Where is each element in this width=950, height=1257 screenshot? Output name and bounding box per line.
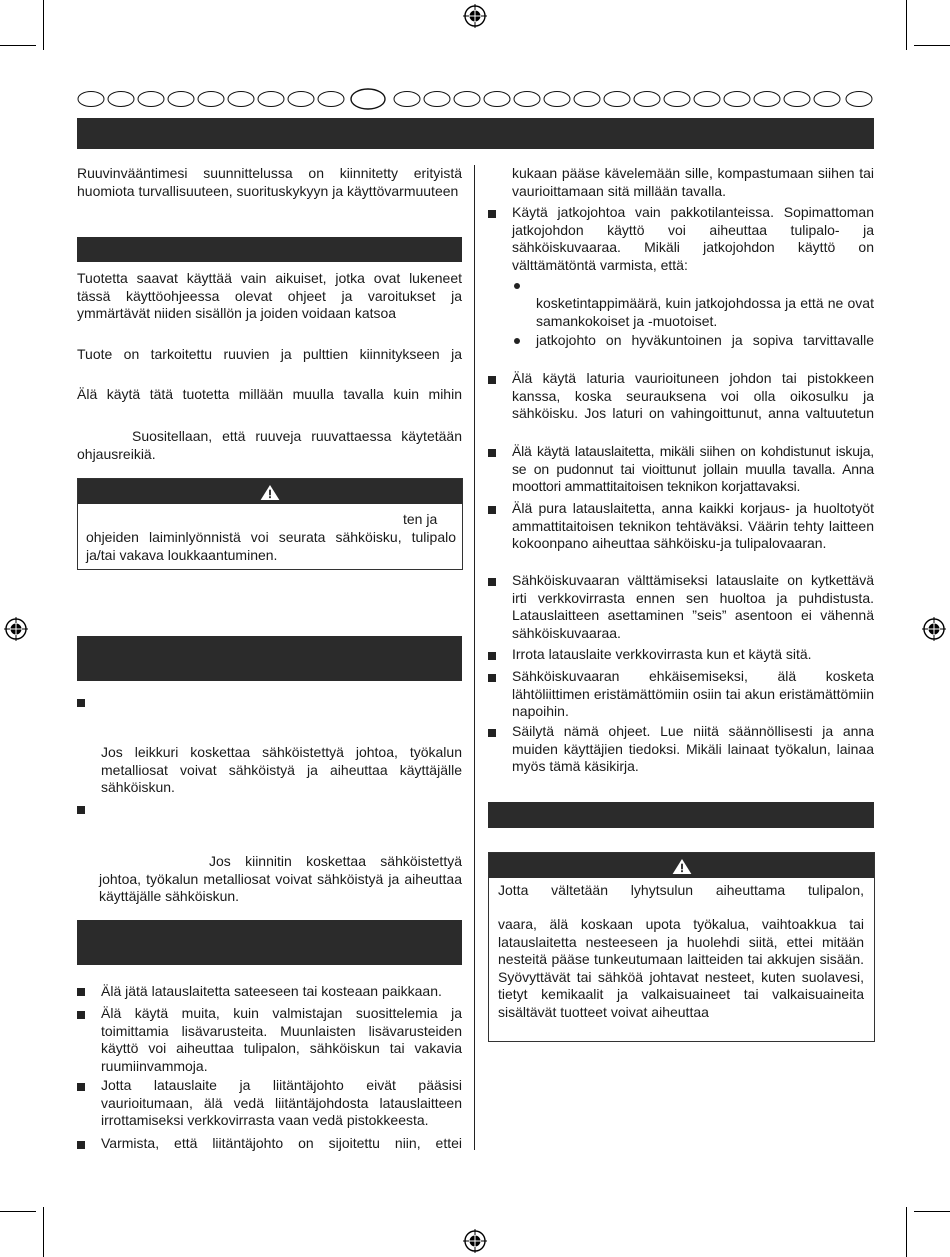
continuation-text: kukaan pääse kävelemään sille, kompastumaan siihen tai vaurioittamaan sitä millään tavalla. bbox=[512, 165, 874, 199]
warning-box bbox=[488, 852, 875, 1042]
electric-item1: Jos leikkuri koskettaa sähköistettyä johtoa, työkalun metalliosat voivat sähköistyä ja aiheuttaa käyttäjälle sähköiskun. bbox=[101, 744, 462, 795]
intended-use-p4: Suositellaan, että ruuveja ruuvattaessa käytetään ohjausreikiä. bbox=[77, 428, 462, 462]
registration-mark-icon bbox=[922, 617, 946, 641]
round-bullet-icon bbox=[514, 283, 520, 289]
charger-item: Sähköiskuvaaran välttämiseksi latauslaite on kytkettävä irti verkkovirrasta ennen sen huoltoa ja puhdistusta. Latauslaitteen asettaminen ”seis” asentoon ei vähennä sähköiskuvaaraa. bbox=[512, 572, 874, 641]
charger-item: Älä jätä latauslaitetta sateeseen tai kosteaan paikkaan. bbox=[101, 983, 442, 999]
square-bullet-icon bbox=[488, 210, 496, 218]
registration-mark-icon bbox=[463, 1229, 487, 1253]
square-bullet-icon bbox=[488, 578, 496, 586]
crop-mark bbox=[906, 0, 907, 50]
crop-mark bbox=[0, 45, 36, 46]
right-column bbox=[488, 0, 874, 1257]
charger-item: Älä käytä laturia vaurioituneen johdon tai pistokkeen kanssa, koska seurauksena voi olla oikosulku ja sähköisku. Jos laturi on vahingoittunut, anna valtuutetun bbox=[512, 370, 874, 421]
warning-header bbox=[78, 479, 462, 504]
warning-text-line1: ten ja bbox=[403, 511, 438, 527]
column-divider bbox=[474, 165, 475, 1150]
charger-item: Älä käytä latauslaitetta, mikäli siihen on kohdistunut iskuja, se on pudonnut tai vioittunut jollain muulla tavalla. Anna moottori ammattitaitoisen teknikon korjattavaksi. bbox=[512, 443, 874, 494]
warning-header bbox=[489, 853, 874, 878]
section-bar-intended-use bbox=[77, 237, 462, 262]
round-bullet-icon bbox=[514, 338, 520, 344]
section-bar-electric-safety bbox=[77, 636, 462, 681]
square-bullet-icon bbox=[77, 699, 85, 707]
registration-mark-icon bbox=[4, 617, 28, 641]
extension-sub2: jatkojohto on hyväkuntoinen ja sopiva tarvittavalle bbox=[536, 332, 874, 348]
intended-use-p3: Älä käytä tätä tuotetta millään muulla tavalla kuin mihin bbox=[77, 386, 462, 402]
intended-use-p1: Tuotetta saavat käyttää vain aikuiset, jotka ovat lukeneet tässä käyttöohjeessa olevat ohjeet ja varoitukset ja ymmärtävät niiden sisällön ja joiden voidaan katsoa bbox=[77, 270, 462, 321]
square-bullet-icon bbox=[488, 449, 496, 457]
square-bullet-icon bbox=[488, 506, 496, 514]
square-bullet-icon bbox=[488, 376, 496, 384]
electric-item2: Jos kiinnitin koskettaa sähköistettyä johtoa, työkalun metalliosat voivat sähköistyä ja aiheuttaa käyttäjälle sähköiskun. bbox=[99, 853, 462, 904]
crop-mark bbox=[0, 1211, 36, 1212]
intro-paragraph: Ruuvinvääntimesi suunnittelussa on kiinnitetty erityistä huomiota turvallisuuteen, suorituskykyyn ja käyttövarmuuteen bbox=[77, 165, 462, 199]
warning-box bbox=[77, 478, 463, 570]
charger-item: Varmista, että liitäntäjohto on sijoitettu niin, ettei bbox=[101, 1135, 462, 1151]
square-bullet-icon bbox=[77, 1011, 85, 1019]
section-bar-charger-safety bbox=[77, 920, 462, 965]
warning-text: ohjeiden laiminlyönnistä voi seurata sähköisku, tulipalo ja/tai vakava loukkaantuminen. bbox=[86, 529, 456, 563]
square-bullet-icon bbox=[77, 988, 85, 996]
warning-triangle-icon bbox=[672, 859, 692, 874]
square-bullet-icon bbox=[77, 806, 85, 814]
crop-mark bbox=[914, 45, 950, 46]
square-bullet-icon bbox=[488, 729, 496, 737]
charger-item: Älä käytä muita, kuin valmistajan suosittelemia ja toimittamia lisävarusteita. Muunlaisten lisävarusteiden käyttö voi aiheuttaa tulipalon, sähköiskun tai vakavia ruumiinvammoja. bbox=[101, 1005, 462, 1074]
registration-mark-icon bbox=[463, 4, 487, 28]
charger-item: Sähköiskuvaaran ehkäisemiseksi, älä kosketa lähtöliittimen eristämättömiin osiin tai akun eristämättömiin napoihin. bbox=[512, 668, 874, 719]
charger-item: Älä pura latauslaitetta, anna kaikki korjaus- ja huoltotyöt ammattitaitoisen teknikon tehtäväksi. Väärin tehty laitteen kokoonpano aiheuttaa sähköisku-ja tulipalovaaran. bbox=[512, 500, 874, 551]
section-bar-battery-safety bbox=[488, 802, 874, 828]
charger-item: Irrota latauslaite verkkovirrasta kun et käytä sitä. bbox=[512, 646, 812, 662]
intended-use-p2: Tuote on tarkoitettu ruuvien ja pulttien kiinnitykseen ja bbox=[77, 346, 462, 362]
extension-sub1: kosketintappimäärä, kuin jatkojohdossa ja että ne ovat samankokoiset ja -muotoiset. bbox=[536, 295, 874, 329]
square-bullet-icon bbox=[488, 674, 496, 682]
square-bullet-icon bbox=[488, 652, 496, 660]
warning-text-line1: Jotta vältetään lyhytsulun aiheuttama tulipalon, bbox=[498, 882, 864, 898]
crop-mark bbox=[906, 1207, 907, 1257]
square-bullet-icon bbox=[77, 1083, 85, 1091]
crop-mark bbox=[43, 1207, 44, 1257]
left-column bbox=[77, 0, 462, 1257]
charger-item: Säilytä nämä ohjeet. Lue niitä säännöllisesti ja anna muiden käyttäjien tiedoksi. Mikäli lainaat työkalun, lainaa myös tämä käsikirja. bbox=[512, 723, 874, 774]
warning-text: vaara, älä koskaan upota työkalua, vaihtoakkua tai latauslaitetta nesteeseen ja huolehdi siitä, ettei mitään nesteitä pääse tunkeutumaan laitteiden tai akkujen sisään. Syövyttävät tai sähköä johtavat nesteet, kuten suolavesi, tietyt kemikaalit ja valkaisuaineet tai valkaisuaineita sisältävät tuotteet voivat aiheuttaa bbox=[498, 916, 864, 1020]
extension-cord-item: Käytä jatkojohtoa vain pakkotilanteissa. Sopimattoman jatkojohdon käyttö voi aiheuttaa tulipalo- ja sähköiskuvaaraa. Mikäli jatkojohdon käyttö on välttämätöntä varmista, että: bbox=[512, 204, 874, 273]
square-bullet-icon bbox=[77, 1141, 85, 1149]
charger-item: Jotta latauslaite ja liitäntäjohto eivät pääsisi vaurioitumaan, älä vedä liitäntäjohdosta latauslaitteen irrottamiseksi verkkovirrasta vaan vedä pistokkeesta. bbox=[101, 1077, 462, 1128]
warning-triangle-icon bbox=[260, 485, 280, 500]
crop-mark bbox=[914, 1211, 950, 1212]
crop-mark bbox=[43, 0, 44, 50]
